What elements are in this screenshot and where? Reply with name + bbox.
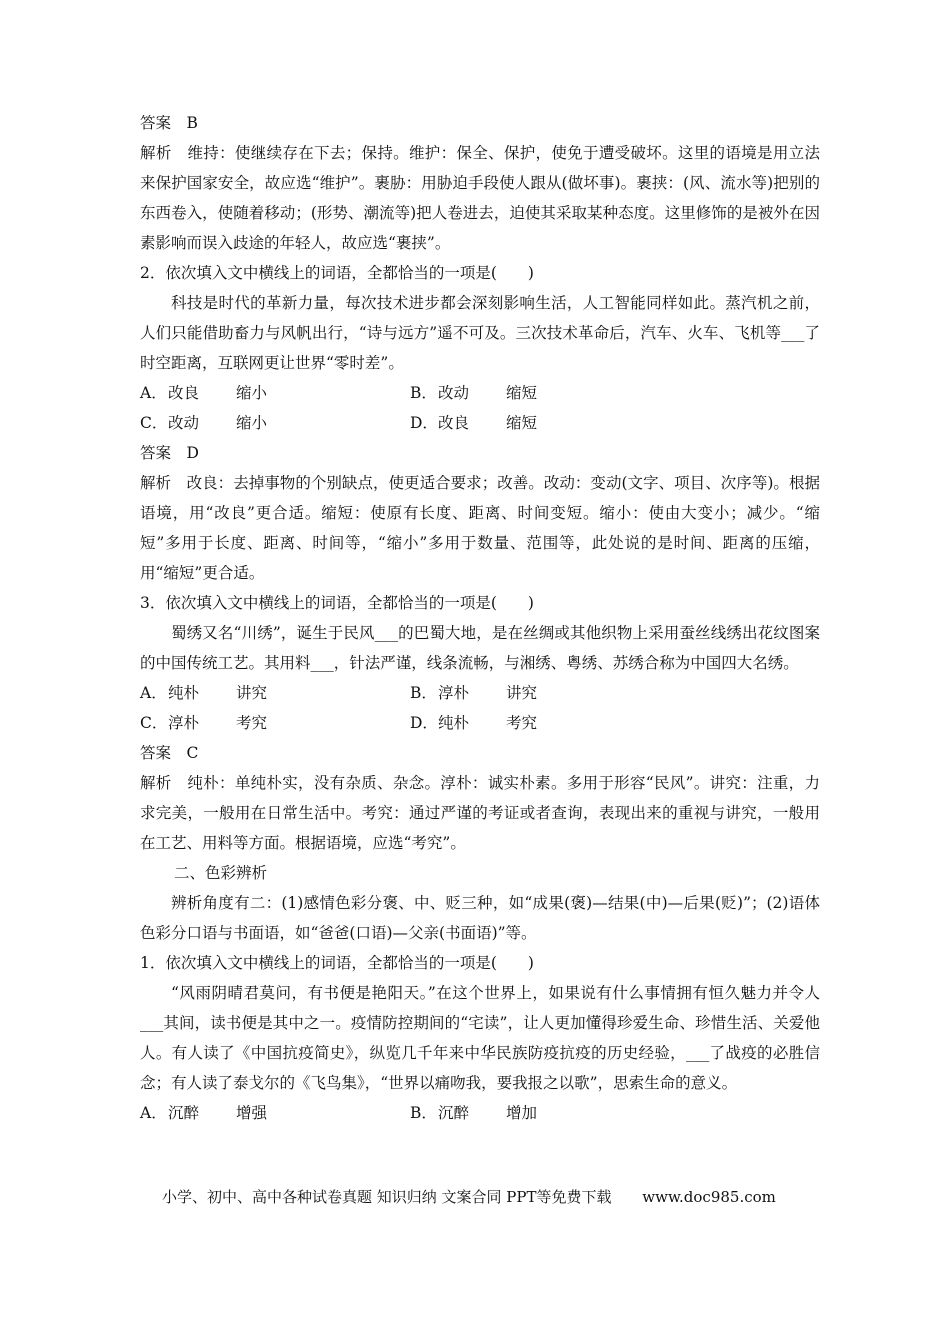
options-row [140, 708, 820, 738]
options-row [140, 678, 820, 708]
page-footer [162, 1186, 776, 1207]
option-a: A． 沉醉 增强 [140, 1104, 268, 1122]
footer-url[interactable]: www.doc985.com [642, 1188, 776, 1206]
option-c: C． 淳朴 考究 [140, 714, 268, 732]
options-row [140, 378, 820, 408]
section-intro: 辨析角度有二：(1)感情色彩分褒、中、贬三种，如“成果(褒)—结果(中)—后果(贬)”；(2)语体色彩分口语与书面语，如“爸爸(口语)—父亲(书面语)”等。 [140, 894, 820, 942]
option-d: D． 改良 缩短 [410, 414, 538, 432]
question-stem: 1．依次填入文中横线上的词语，全都恰当的一项是( ) [140, 954, 534, 972]
question-stem: 2．依次填入文中横线上的词语，全都恰当的一项是( ) [140, 264, 534, 282]
options-row [140, 1098, 820, 1128]
question-stem: 3．依次填入文中横线上的词语，全都恰当的一项是( ) [140, 594, 534, 612]
question-passage: 蜀绣又名“川绣”，诞生于民风___的巴蜀大地，是在丝绸或其他织物上采用蚕丝线绣出花纹图案的中国传统工艺。其用料___，针法严谨，线条流畅，与湘绣、粤绣、苏绣合称为中国四大名绣。 [140, 624, 820, 672]
footer-text: 小学、初中、高中各种试卷真题 知识归纳 文案合同 PPT等免费下载 [162, 1188, 612, 1206]
question-passage: 科技是时代的革新力量，每次技术进步都会深刻影响生活，人工智能同样如此。蒸汽机之前，人们只能借助畜力与风帆出行，“诗与远方”遥不可及。三次技术革命后，汽车、火车、飞机等___了时空距离，互联网更让世界“零时差”。 [140, 294, 820, 372]
document-page [140, 108, 820, 1128]
analysis-paragraph: 解析 改良：去掉事物的个别缺点，使更适合要求；改善。改动：变动(文字、项目、次序等)。根据语境，用“改良”更合适。缩短：使原有长度、距离、时间变短。缩小：使由大变小；减少。“缩短”多用于长度、距离、时间等，“缩小”多用于数量、范围等，此处说的是时间、距离的压缩，用“缩短”更合适。 [140, 474, 820, 582]
option-b: B． 沉醉 增加 [410, 1104, 538, 1122]
analysis-paragraph: 解析 维持：使继续存在下去；保持。维护：保全、保护，使免于遭受破坏。这里的语境是用立法来保护国家安全，故应选“维护”。裹胁：用胁迫手段使人跟从(做坏事)。裹挟：(风、流水等)把别的东西卷入，使随着移动；(形势、潮流等)把人卷进去，迫使其采取某种态度。这里修饰的是被外在因素影响而误入歧途的年轻人，故应选“裹挟”。 [140, 144, 820, 252]
option-a: A． 改良 缩小 [140, 384, 268, 402]
answer-line: 答案 C [140, 744, 199, 762]
option-b: B． 淳朴 讲究 [410, 684, 538, 702]
option-d: D． 纯朴 考究 [410, 714, 538, 732]
answer-line: 答案 B [140, 114, 198, 132]
answer-line: 答案 D [140, 444, 199, 462]
option-b: B． 改动 缩短 [410, 384, 538, 402]
analysis-paragraph: 解析 纯朴：单纯朴实，没有杂质、杂念。淳朴：诚实朴素。多用于形容“民风”。讲究：注重，力求完美，一般用在日常生活中。考究：通过严谨的考证或者查询，表现出来的重视与讲究，一般用在工艺、用料等方面。根据语境，应选“考究”。 [140, 774, 820, 852]
option-c: C． 改动 缩小 [140, 414, 268, 432]
question-passage: “风雨阴晴君莫问，有书便是艳阳天。”在这个世界上，如果说有什么事情拥有恒久魅力并令人___其间，读书便是其中之一。疫情防控期间的“宅读”，让人更加懂得珍爱生命、珍惜生活、关爱他人。有人读了《中国抗疫简史》，纵览几千年来中华民族防疫抗疫的历史经验，___了战疫的必胜信念；有人读了泰戈尔的《飞鸟集》，“世界以痛吻我，要我报之以歌”，思索生命的意义。 [140, 984, 820, 1092]
options-row [140, 408, 820, 438]
section-heading: 二、色彩辨析 [174, 864, 268, 882]
option-a: A． 纯朴 讲究 [140, 684, 268, 702]
